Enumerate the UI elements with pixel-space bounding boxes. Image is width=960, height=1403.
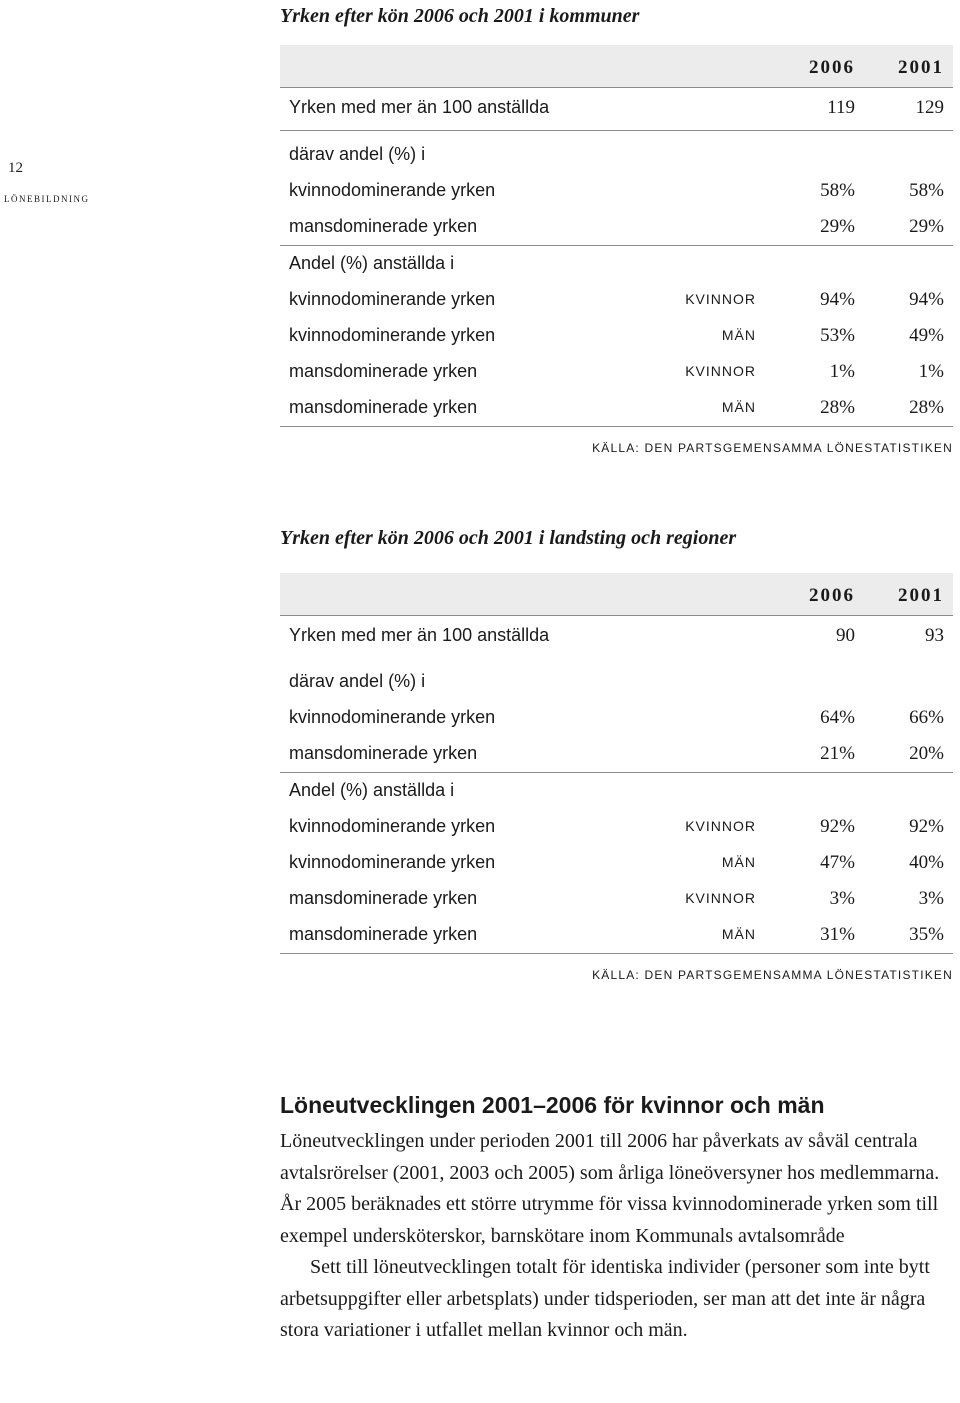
table-row: kvinnodominerande yrken 64% 66% [289,707,944,728]
article-paragraph: Sett till löneutvecklingen totalt för identiska individer (personer som inte bytt arbetsuppgifter eller arbetsplats) under tidsperioden, ser man att det inte är några stora variationer i utfallet mellan kvinnor och män. [280,1256,930,1341]
year-header-2006: 2006 [809,57,855,78]
table-row: mansdominerade yrken KVINNOR 1% 1% [289,361,944,382]
article [280,1090,960,1347]
article-paragraph: Löneutvecklingen under perioden 2001 till 2006 har påverkats av såväl centrala avtalsrörelser (2001, 2003 och 2005) som årliga löneöversyner hos medlemmarna. År 2005 beräknades ett större utrymme för vissa kvinnodominerade yrken som till exempel undersköterskor, barnskötare inom Kommunals avtalsområde [280,1130,940,1247]
table-row: kvinnodominerande yrken MÄN 53% 49% [289,325,944,346]
source-note: KÄLLA: DEN PARTSGEMENSAMMA LÖNESTATISTIKEN [592,441,953,455]
table-header [280,45,953,88]
section-label: lönebildning [4,190,90,205]
table-row: mansdominerade yrken KVINNOR 3% 3% [289,888,944,909]
table-kommuner [280,0,953,455]
table-title: Yrken efter kön 2006 och 2001 i kommuner [280,5,640,27]
table-subheading: därav andel (%) i [289,671,426,691]
table-row: kvinnodominerande yrken 58% 58% [289,180,944,201]
year-header-2006: 2006 [809,585,855,606]
table-row: mansdominerade yrken MÄN 28% 28% [280,390,953,427]
table-subheading: Andel (%) anställda i [289,780,455,800]
source-note: KÄLLA: DEN PARTSGEMENSAMMA LÖNESTATISTIKEN [592,968,953,982]
table-row: Yrken med mer än 100 anställda 90 93 [289,625,944,646]
table-title: Yrken efter kön 2006 och 2001 i landsting och regioner [280,527,737,549]
table-row: kvinnodominerande yrken MÄN 47% 40% [289,852,944,873]
table-row: mansdominerade yrken 21% 20% [280,736,953,773]
table-landsting [280,522,953,982]
table-row: mansdominerade yrken 29% 29% [280,209,953,246]
table-subheading: därav andel (%) i [289,144,426,164]
table-row: mansdominerade yrken MÄN 31% 35% [280,917,953,954]
table-subheading: Andel (%) anställda i [289,253,455,273]
table-row: kvinnodominerande yrken KVINNOR 94% 94% [289,289,944,310]
table-header [280,573,953,616]
year-header-2001: 2001 [898,585,944,606]
table-row: Yrken med mer än 100 anställda 119 129 [280,88,953,131]
year-header-2001: 2001 [898,57,944,78]
article-heading: Löneutvecklingen 2001–2006 för kvinnor och män [280,1092,825,1118]
page-number: 12 [8,160,23,176]
table-row: kvinnodominerande yrken KVINNOR 92% 92% [289,816,944,837]
